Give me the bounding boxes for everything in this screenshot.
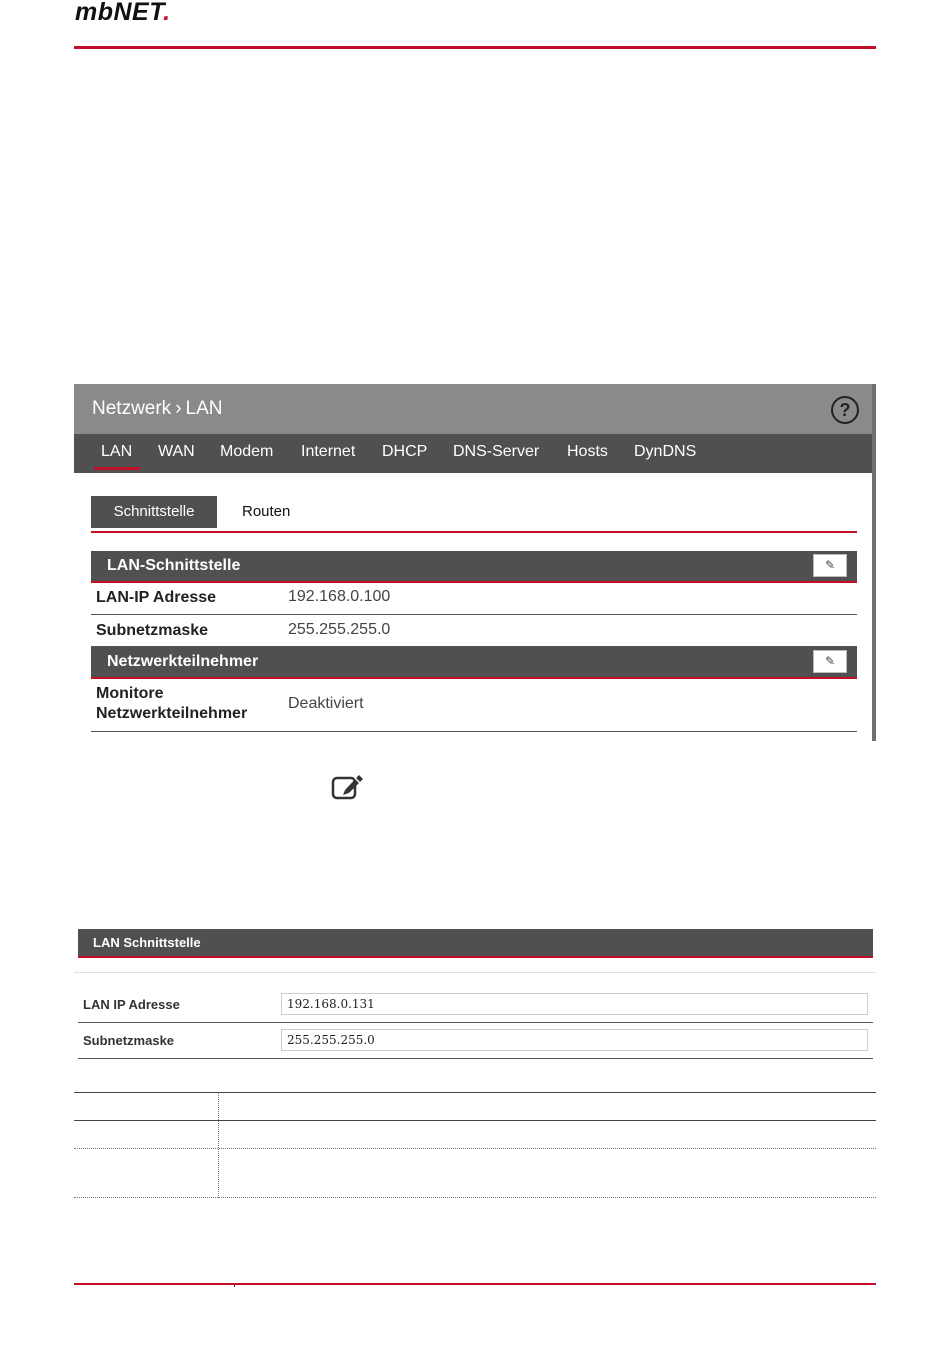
subtab-rule <box>91 531 857 533</box>
tab-hosts[interactable]: Hosts <box>567 443 608 460</box>
subnet-mask-input[interactable] <box>281 1029 868 1051</box>
lan-overview-screenshot <box>74 384 876 741</box>
active-tab-indicator <box>94 467 140 470</box>
table-row-divider <box>74 1197 876 1198</box>
mbnet-logo: mbNET. <box>75 0 171 26</box>
tab-wan[interactable]: WAN <box>158 443 195 460</box>
scrollbar[interactable] <box>872 384 876 741</box>
table-row <box>91 583 857 615</box>
row-value: 192.168.0.100 <box>288 588 391 605</box>
edit-icon: ✎ <box>824 654 836 668</box>
question-circle-icon[interactable]: ? <box>831 396 859 424</box>
table-row <box>91 679 857 732</box>
tab-dhcp[interactable]: DHCP <box>382 443 428 460</box>
row-value: 255.255.255.0 <box>288 621 391 638</box>
table-row <box>91 615 857 647</box>
subtab-schnittstelle[interactable]: Schnittstelle <box>91 496 217 528</box>
table-column-divider <box>218 1092 219 1198</box>
field-label-lan-ip: LAN IP Adresse <box>83 997 180 1012</box>
network-tab-bar <box>74 434 872 473</box>
subtab-routen[interactable]: Routen <box>242 503 291 520</box>
tab-dyndns[interactable]: DynDNS <box>634 443 697 460</box>
title-bar <box>74 384 872 434</box>
section-title: LAN-Schnittstelle <box>107 557 241 574</box>
divider <box>74 972 876 973</box>
row-label: LAN-IP Adresse <box>96 589 217 606</box>
breadcrumb <box>92 398 222 420</box>
breadcrumb-item-netzwerk[interactable]: Netzwerk <box>92 398 172 419</box>
tab-internet[interactable]: Internet <box>301 443 356 460</box>
section-header-netzwerkteilnehmer <box>91 647 857 679</box>
tab-dns-server[interactable]: DNS-Server <box>453 443 540 460</box>
header-rule <box>74 46 876 49</box>
divider <box>78 1022 873 1023</box>
section-title: Netzwerkteilnehmer <box>107 653 259 670</box>
edit-button[interactable] <box>813 650 847 673</box>
table-row-divider <box>74 1148 876 1149</box>
row-label: Monitore Netzwerkteilnehmer <box>96 685 248 722</box>
section-header-lan-schnittstelle <box>91 551 857 583</box>
footer-rule-tick <box>234 1283 235 1287</box>
row-label: Subnetzmaske <box>96 622 209 639</box>
section-title: LAN Schnittstelle <box>93 935 201 950</box>
table-top-border <box>74 1092 876 1093</box>
tab-modem[interactable]: Modem <box>220 443 274 460</box>
lan-ip-input[interactable] <box>281 993 868 1015</box>
table-header-border <box>74 1120 876 1121</box>
section-header-lan-schnittstelle-edit <box>78 929 873 958</box>
breadcrumb-item-lan: LAN <box>185 398 223 419</box>
tab-lan[interactable]: LAN <box>101 443 133 460</box>
field-label-subnet: Subnetzmaske <box>83 1033 175 1048</box>
footer-rule <box>74 1283 876 1285</box>
divider <box>78 1058 873 1059</box>
edit-icon <box>331 772 365 800</box>
row-value: Deaktiviert <box>288 695 364 712</box>
edit-button[interactable] <box>813 554 847 577</box>
edit-icon: ✎ <box>824 558 836 572</box>
chevron-right-icon: › <box>175 398 182 419</box>
